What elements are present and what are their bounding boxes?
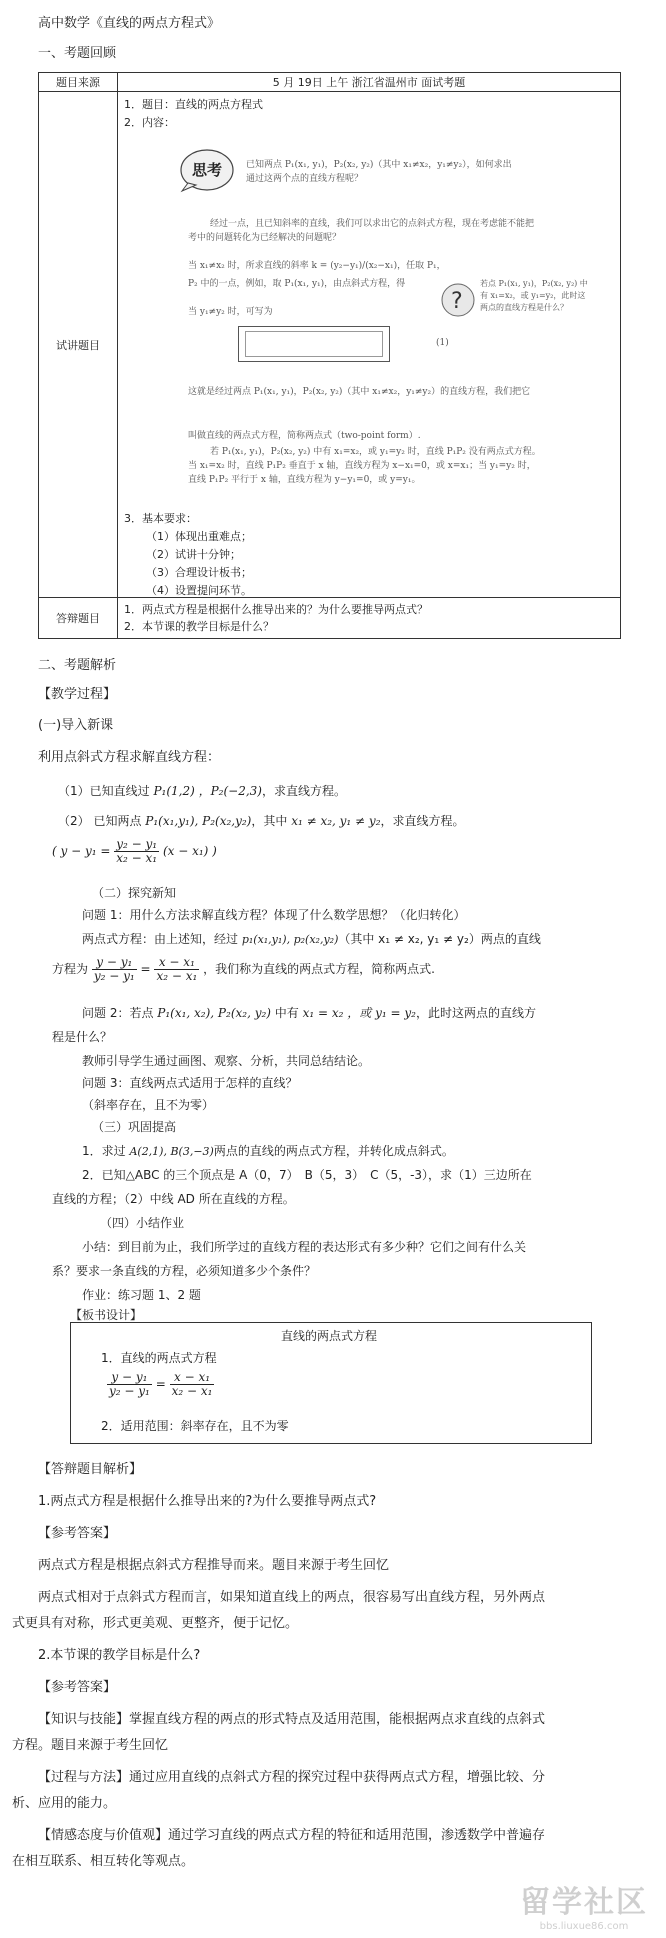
answer-question-1: 1．两点式方程是根据什么推导出来的？为什么要推导两点式？ — [124, 603, 428, 616]
goal-process: 【过程与方法】通过应用直线的点斜式方程的探究过程中获得两点式方程，增强比较、分 — [38, 1770, 546, 1785]
scan-question-1: 已知两点 P₁(x₁, y₁)，P₂(x₂, y₂)（其中 x₁≠x₂，y₁≠y₂），如何求出 — [246, 160, 512, 170]
answer-question-2: 2．本节课的教学目标是什么？ — [124, 620, 274, 633]
question-1: 问题 1：用什么方法求解直线方程？体现了什么数学思想？（化归转化） — [82, 908, 466, 922]
scan-para-1: 经过一点，且已知斜率的直线，我们可以求出它的点斜式方程，现在考虑能不能把 — [210, 219, 535, 229]
question-2: 问题 2：若点 P₁(x₁, x₂), P₂(x₂, y₂) 中有 x₁ = x₂ ，或 y₁ = y₂，此时这两点的直线方 — [82, 1006, 536, 1020]
think-badge-text: 思考 — [192, 161, 223, 179]
summary-2: 系？要求一条直线的方程，必须知道多少个条件？ — [52, 1264, 317, 1278]
requirement-3: （3）合理设计板书； — [146, 566, 252, 579]
example-1: （1）已知直线过 P₁(1,2) ，P₂(−2,3)，求直线方程。 — [58, 784, 347, 798]
board-fraction-right: $\frac{\text{x − x₁}}{\text{x₂ − x₁}}$ — [171, 1370, 213, 1398]
answer-label: 答辩题目 — [39, 598, 118, 639]
scan-para-8: 若 P₁(x₁, y₁)，P₂(x₂, y₂) 中有 x₁=x₂，或 y₁=y₂ 时，直线 P₁P₂ 没有两点式方程。 — [210, 447, 541, 457]
scan-para-9: 当 x₁=x₂ 时，直线 P₁P₂ 垂直于 x 轴，直线方程为 x−x₁=0，或 x=x₁；当 y₁=y₂ 时， — [188, 461, 536, 471]
side-question: 若点 P₁(x₁, y₁)，P₂(x₂, y₂) 中有 x₁=x₂，或 y₁=y₂，此时这两点的直线方程是什么？ — [480, 279, 588, 312]
board-heading: 【板书设计】 — [70, 1308, 143, 1322]
source-label: 题目来源 — [39, 73, 118, 92]
trial-item-requirements: 3．基本要求： — [124, 512, 197, 525]
watermark-logo-url: bbs.liuxue86.com — [539, 1921, 629, 1932]
answer-content — [118, 598, 621, 639]
scan-para-5: 当 y₁≠y₂ 时，可写为 — [188, 307, 273, 317]
scan-para-3: 当 x₁≠x₂ 时，所求直线的斜率 k = (y₂−y₁)/(x₂−x₁)，任取 P₁， — [188, 261, 446, 271]
process-heading: 【教学过程】 — [38, 687, 117, 702]
requirement-1: （1）体现出重难点； — [146, 530, 252, 543]
source-value: 5 月 19日 上午 浙江省温州市 面试考题 — [118, 73, 621, 92]
goal-emotion: 【情感态度与价值观】通过学习直线的两点式方程的特征和适用范围，渗透数学中普遍存 — [38, 1828, 546, 1843]
two-point-definition: 两点式方程：由上述知，经过 p₁(x₁,y₁), p₂(x₂,y₂)（其中 x₁ ≠ x₂, y₁ ≠ y₂）两点的直线 — [82, 932, 541, 946]
trial-content — [118, 92, 621, 598]
requirement-2: （2）试讲十分钟； — [146, 548, 241, 561]
goal-emotion-tail: 在相互联系、相互转化等观点。 — [12, 1854, 195, 1869]
think-badge — [178, 147, 236, 193]
consolidate-heading: （三）巩固提高 — [92, 1120, 177, 1134]
example-2: （2） 已知两点 P₁(x₁,y₁), P₂(x₂,y₂)，其中 x₁ ≠ x₂, y₁ ≠ y₂，求直线方程。 — [58, 814, 465, 828]
explore-heading: （二）探究新知 — [92, 886, 177, 900]
section-heading-review: 一、考题回顾 — [38, 46, 117, 61]
equation-box — [238, 326, 390, 362]
qa-answer-1: 两点式方程是根据点斜式方程推导而来。题目来源于考生回忆 — [38, 1558, 390, 1573]
reference-label-1: 【参考答案】 — [38, 1526, 117, 1541]
intro-text: 利用点斜式方程求解直线方程： — [38, 750, 221, 765]
fraction-left: $\frac{\text{y − y₁}}{\text{y₂ − y₁}}$ — [93, 955, 135, 983]
goal-knowledge-tail: 方程。题目来源于考生回忆 — [12, 1738, 169, 1753]
board-item-2: 2．适用范围：斜率存在，且不为零 — [101, 1419, 289, 1433]
trial-item-title: 1．题目：直线的两点方程式 — [124, 98, 263, 111]
section-heading-analysis: 二、考题解析 — [38, 658, 117, 673]
consolidate-2: 2．已知△ABC 的三个顶点是 A（0，7） B（5，3） C（5，-3），求（1）三边所在 — [82, 1168, 532, 1182]
summary-1: 小结：到目前为止，我们所学过的直线方程的表达形式有多少种？它们之间有什么关 — [82, 1240, 527, 1254]
teacher-guide: 教师引导学生通过画图、观察、分析，共同总结结论。 — [82, 1054, 371, 1068]
scan-para-10: 直线 P₁P₂ 平行于 x 轴，直线方程为 y−y₁=0，或 y=y₁。 — [188, 475, 421, 485]
question-3-answer: （斜率存在，且不为零） — [82, 1098, 215, 1112]
equation-number: (1) — [436, 338, 449, 348]
exam-table — [38, 72, 621, 639]
scan-para-7: 叫做直线的两点式方程，简称两点式（two-point form）. — [188, 431, 421, 441]
summary-heading: （四）小结作业 — [100, 1216, 185, 1230]
scan-para-6: 这就是经过两点 P₁(x₁, y₁)，P₂(x₂, y₂)（其中 x₁≠x₂，y₁≠y₂）的直线方程，我们把它 — [188, 387, 531, 397]
qa-question-2: 2.本节课的教学目标是什么? — [38, 1648, 201, 1663]
board-design-box — [70, 1322, 592, 1444]
goal-knowledge: 【知识与技能】掌握直线方程的两点的形式特点及适用范围，能根据两点求直线的点斜式 — [38, 1712, 546, 1727]
two-point-formula: 方程为 $\frac{\text{y − y₁}}{\text{y₂ − y₁}}$ = $\frac{\text{x − x₁}}{\text{x₂ − x₁}}$ ，我们称为直线的两点式方程，简称两点式. — [52, 955, 435, 983]
fraction-right: $\frac{\text{x − x₁}}{\text{x₂ − x₁}}$ — [156, 955, 198, 983]
question-3: 问题 3：直线两点式适用于怎样的直线？ — [82, 1076, 298, 1090]
homework: 作业：练习题 1、2 题 — [82, 1288, 201, 1302]
svg-text:?: ? — [451, 289, 463, 314]
page-title: 高中数学《直线的两点方程式》 — [38, 16, 221, 31]
qa-answer-3: 式更具有对称，形式更美观、更整齐，便于记忆。 — [12, 1616, 299, 1631]
scan-para-2: 考中的问题转化为已经解决的问题呢？ — [188, 233, 342, 243]
board-title: 直线的两点式方程 — [281, 1329, 378, 1343]
qa-heading: 【答辩题目解析】 — [38, 1462, 143, 1477]
scan-para-4: P₂ 中的一点，例如，取 P₁(x₁, y₁)，由点斜式方程，得 — [188, 279, 406, 289]
reference-label-2: 【参考答案】 — [38, 1680, 117, 1695]
watermark-logo-text: 留学社区 — [520, 1885, 648, 1920]
requirement-4: （4）设置提问环节。 — [146, 584, 252, 597]
question-mark-icon — [440, 280, 476, 320]
board-fraction-left: $\frac{\text{y − y₁}}{\text{y₂ − y₁}}$ — [109, 1370, 150, 1398]
trial-label: 试讲题目 — [39, 92, 118, 598]
fraction-slope: $\frac{\text{y₂ − y₁}}{\text{x₂ − x₁}}$ — [116, 837, 158, 865]
watermark-logo — [520, 1877, 648, 1932]
board-formula: $\frac{\text{y − y₁}}{\text{y₂ − y₁}}$ = $\frac{\text{x − x₁}}{\text{x₂ − x₁}}$ — [109, 1370, 213, 1398]
question-2-tail: 程是什么？ — [52, 1030, 113, 1044]
qa-answer-2: 两点式相对于点斜式方程而言，如果知道直线上的两点，很容易写出直线方程，另外两点 — [38, 1590, 546, 1605]
board-item-1: 1．直线的两点式方程 — [101, 1351, 217, 1365]
consolidate-2-tail: 直线的方程；（2）中线 AD 所在直线的方程。 — [52, 1192, 295, 1206]
qa-question-1: 1.两点式方程是根据什么推导出来的?为什么要推导两点式? — [38, 1494, 377, 1509]
goal-process-tail: 析、应用的能力。 — [12, 1796, 117, 1811]
intro-heading: (一)导入新课 — [38, 718, 114, 733]
consolidate-1: 1．求过 A(2,1), B(3,−3)两点的直线的两点式方程，并转化成点斜式。 — [82, 1144, 454, 1158]
scan-question-2: 通过这两个点的直线方程呢？ — [246, 174, 364, 184]
trial-item-content: 2．内容： — [124, 116, 175, 129]
example-2-answer: ( y − y₁ = $\frac{\text{y₂ − y₁}}{\text{x₂ − x₁}}$ (x − x₁) ) — [52, 837, 217, 865]
